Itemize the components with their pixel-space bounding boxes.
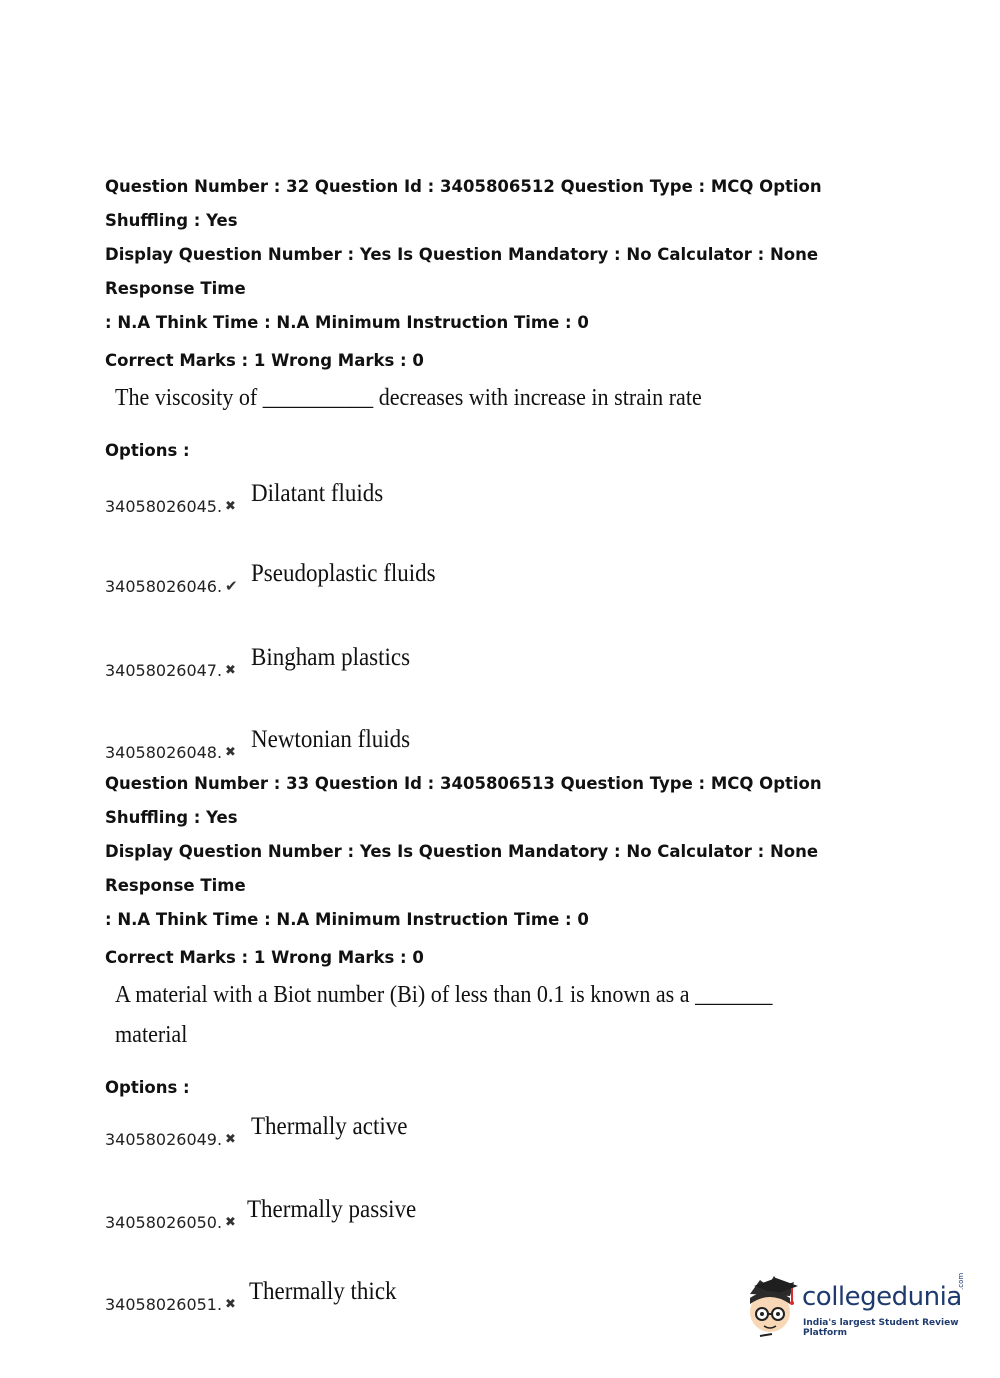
option-id: 34058026046. <box>105 577 223 596</box>
question-meta-line: Question Number : 33 Question Id : 3405806513 Question Type : MCQ Option Shuffling : Yes <box>105 774 822 827</box>
check-icon: ✔ <box>225 577 238 595</box>
option-text: Bingham plastics <box>251 644 411 671</box>
option-id: 34058026048. <box>105 743 223 762</box>
option-id: 34058026047. <box>105 661 223 680</box>
option-text: Thermally thick <box>249 1278 397 1305</box>
cross-icon: ✖ <box>225 1297 236 1312</box>
option-item <box>105 1103 905 1163</box>
option-id: 34058026050. <box>105 1213 223 1232</box>
logo-tagline: India's largest Student Review Platform <box>803 1318 959 1338</box>
cross-icon: ✖ <box>225 1132 236 1147</box>
option-item <box>105 466 905 530</box>
cross-icon: ✖ <box>225 663 236 678</box>
cross-icon: ✖ <box>225 499 236 514</box>
question-text: The viscosity of __________ decreases with increase in strain rate <box>115 385 702 411</box>
logo-wordmark: collegedunia <box>802 1282 962 1312</box>
option-item <box>105 530 905 610</box>
option-text: Newtonian fluids <box>251 726 411 753</box>
question-meta-line: Display Question Number : Yes Is Question Mandatory : No Calculator : None Response Time <box>105 245 819 298</box>
question-meta-line: Display Question Number : Yes Is Question Mandatory : No Calculator : None Response Time <box>105 842 819 895</box>
option-text: Pseudoplastic fluids <box>251 560 436 587</box>
question-meta-line: : N.A Think Time : N.A Minimum Instruction Time : 0 <box>105 313 589 332</box>
collegedunia-logo <box>742 1272 967 1342</box>
question-meta-line: Question Number : 32 Question Id : 3405806512 Question Type : MCQ Option Shuffling : Yes <box>105 177 822 230</box>
option-text: Thermally passive <box>247 1196 417 1223</box>
option-item <box>105 694 905 776</box>
option-id: 34058026049. <box>105 1130 223 1149</box>
option-item <box>105 1163 905 1246</box>
options-label: Options : <box>105 1078 190 1097</box>
option-id: 34058026045. <box>105 497 223 516</box>
option-text: Dilatant fluids <box>251 480 384 507</box>
question-text: A material with a Biot number (Bi) of less than 0.1 is known as a _______ <box>115 982 773 1008</box>
cross-icon: ✖ <box>225 745 236 760</box>
question-text-continued: material <box>115 1022 188 1048</box>
cross-icon: ✖ <box>225 1215 236 1230</box>
option-item <box>105 610 905 694</box>
question-marks: Correct Marks : 1 Wrong Marks : 0 <box>105 948 424 967</box>
question-meta-line: : N.A Think Time : N.A Minimum Instruction Time : 0 <box>105 910 589 929</box>
logo-suffix: .com <box>957 1272 965 1290</box>
options-label: Options : <box>105 441 190 460</box>
question-block-33 <box>105 767 905 1328</box>
mascot-icon <box>742 1272 800 1338</box>
option-id: 34058026051. <box>105 1295 223 1314</box>
question-marks: Correct Marks : 1 Wrong Marks : 0 <box>105 351 424 370</box>
option-text: Thermally active <box>251 1113 408 1140</box>
question-block-32 <box>105 170 905 776</box>
